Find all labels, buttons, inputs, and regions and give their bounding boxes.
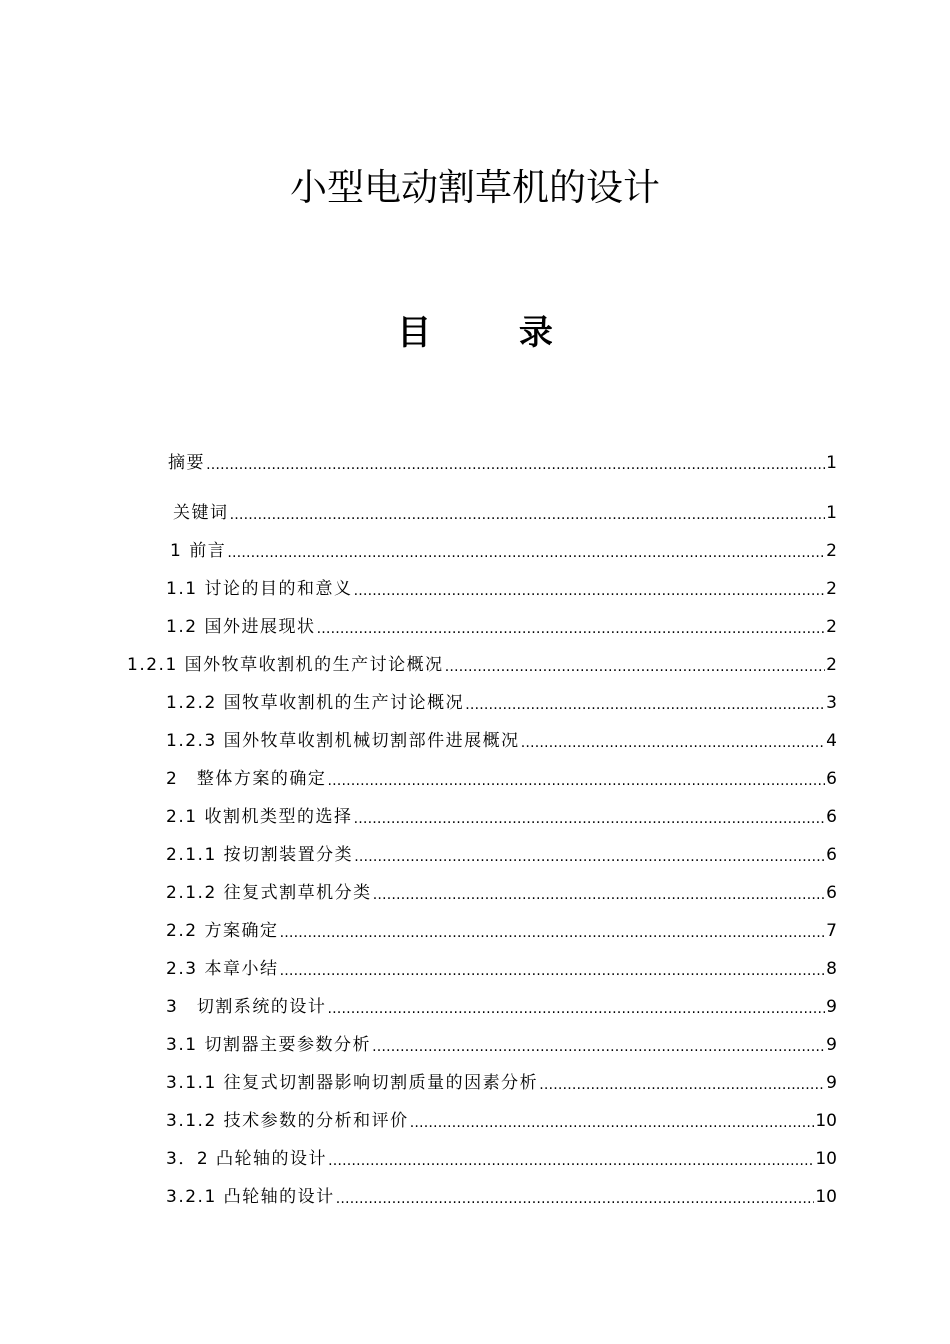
toc-entry — [166, 842, 837, 868]
toc-dot-leader — [354, 841, 825, 870]
toc-dot-leader — [327, 993, 825, 1022]
toc-entry-page: 9 — [826, 997, 837, 1017]
toc-entry-page: 6 — [826, 883, 837, 903]
toc-dot-leader — [353, 575, 825, 604]
toc-entry — [166, 1070, 837, 1096]
toc-entry — [166, 918, 837, 944]
toc-entry — [166, 728, 837, 754]
toc-dot-leader — [227, 537, 825, 566]
toc-entry — [166, 1032, 837, 1058]
toc-entry-label: 3．2 凸轮轴的设计 — [166, 1149, 328, 1169]
toc-entry — [168, 450, 837, 476]
toc-entry-label: 1.2 国外进展现状 — [166, 617, 316, 637]
toc-entry-label: 3 切割系统的设计 — [166, 997, 327, 1017]
toc-entry-label: 1 前言 — [170, 541, 227, 561]
toc-entry-page: 2 — [826, 617, 837, 637]
toc-entry — [166, 804, 837, 830]
toc-dot-leader — [279, 955, 825, 984]
toc-entry — [166, 880, 837, 906]
toc-entry-label: 2.1.1 按切割装置分类 — [166, 845, 354, 865]
toc-dot-leader — [521, 727, 826, 756]
toc-entry-page: 6 — [826, 807, 837, 827]
toc-entry-label: 关键词 — [173, 503, 229, 523]
toc-entry-label: 2.1.2 往复式割草机分类 — [166, 883, 372, 903]
toc-entry — [173, 500, 837, 526]
toc-entry-page: 9 — [826, 1073, 837, 1093]
toc-entry — [166, 1146, 837, 1172]
toc-entry-page: 7 — [826, 921, 837, 941]
toc-entry-page: 2 — [826, 541, 837, 561]
toc-entry-label: 1.1 讨论的目的和意义 — [166, 579, 353, 599]
toc-entry-label: 摘要 — [168, 453, 205, 473]
toc-entry-page: 4 — [826, 731, 837, 751]
toc-entry — [166, 1108, 837, 1134]
toc-entry — [166, 994, 837, 1020]
toc-dot-leader — [316, 613, 825, 642]
toc-entry-label: 3.1 切割器主要参数分析 — [166, 1035, 371, 1055]
toc-entry — [166, 576, 837, 602]
toc-heading: 目 录 — [397, 313, 591, 353]
toc-entry-page: 9 — [826, 1035, 837, 1055]
toc-entry-page: 3 — [826, 693, 837, 713]
toc-entry-label: 2.3 本章小结 — [166, 959, 279, 979]
toc-entry — [166, 766, 837, 792]
toc-entry-page: 6 — [826, 769, 837, 789]
toc-entry-page: 6 — [826, 845, 837, 865]
toc-dot-leader — [373, 879, 826, 908]
toc-entry-label: 3.1.2 技术参数的分析和评价 — [166, 1111, 409, 1131]
toc-dot-leader — [539, 1069, 825, 1098]
toc-dot-leader — [327, 765, 825, 794]
toc-entry — [170, 538, 837, 564]
toc-dot-leader — [336, 1183, 815, 1212]
toc-entry-label: 1.2.1 国外牧草收割机的生产讨论概况 — [127, 655, 444, 675]
toc-entry-page: 10 — [815, 1149, 837, 1169]
toc-dot-leader — [372, 1031, 825, 1060]
toc-entry-label: 2.2 方案确定 — [166, 921, 279, 941]
toc-dot-leader — [353, 803, 825, 832]
toc-entry-page: 1 — [826, 453, 837, 473]
toc-entry-page: 10 — [815, 1111, 837, 1131]
toc-entry — [127, 652, 837, 678]
toc-dot-leader — [206, 449, 825, 478]
toc-dot-leader — [445, 651, 826, 680]
toc-entry-page: 8 — [826, 959, 837, 979]
toc-dot-leader — [465, 689, 825, 718]
toc-dot-leader — [230, 499, 826, 528]
toc-entry — [166, 690, 837, 716]
toc-dot-leader — [279, 917, 825, 946]
toc-entry-page: 1 — [826, 503, 837, 523]
toc-entry-page: 2 — [826, 579, 837, 599]
toc-entry-page: 10 — [815, 1187, 837, 1207]
toc-entry-label: 2.1 收割机类型的选择 — [166, 807, 353, 827]
toc-dot-leader — [328, 1145, 814, 1174]
toc-entry-label: 1.2.3 国外牧草收割机械切割部件进展概况 — [166, 731, 520, 751]
toc-entry-label: 3.2.1 凸轮轴的设计 — [166, 1187, 335, 1207]
document-title: 小型电动割草机的设计 — [290, 166, 660, 209]
toc-entry-label: 1.2.2 国牧草收割机的生产讨论概况 — [166, 693, 465, 713]
toc-entry — [166, 956, 837, 982]
toc-entry-page: 2 — [826, 655, 837, 675]
toc-entry — [166, 614, 837, 640]
toc-entry-label: 2 整体方案的确定 — [166, 769, 327, 789]
toc-entry — [166, 1184, 837, 1210]
toc-dot-leader — [410, 1107, 815, 1136]
toc-entry-label: 3.1.1 往复式切割器影响切割质量的因素分析 — [166, 1073, 539, 1093]
